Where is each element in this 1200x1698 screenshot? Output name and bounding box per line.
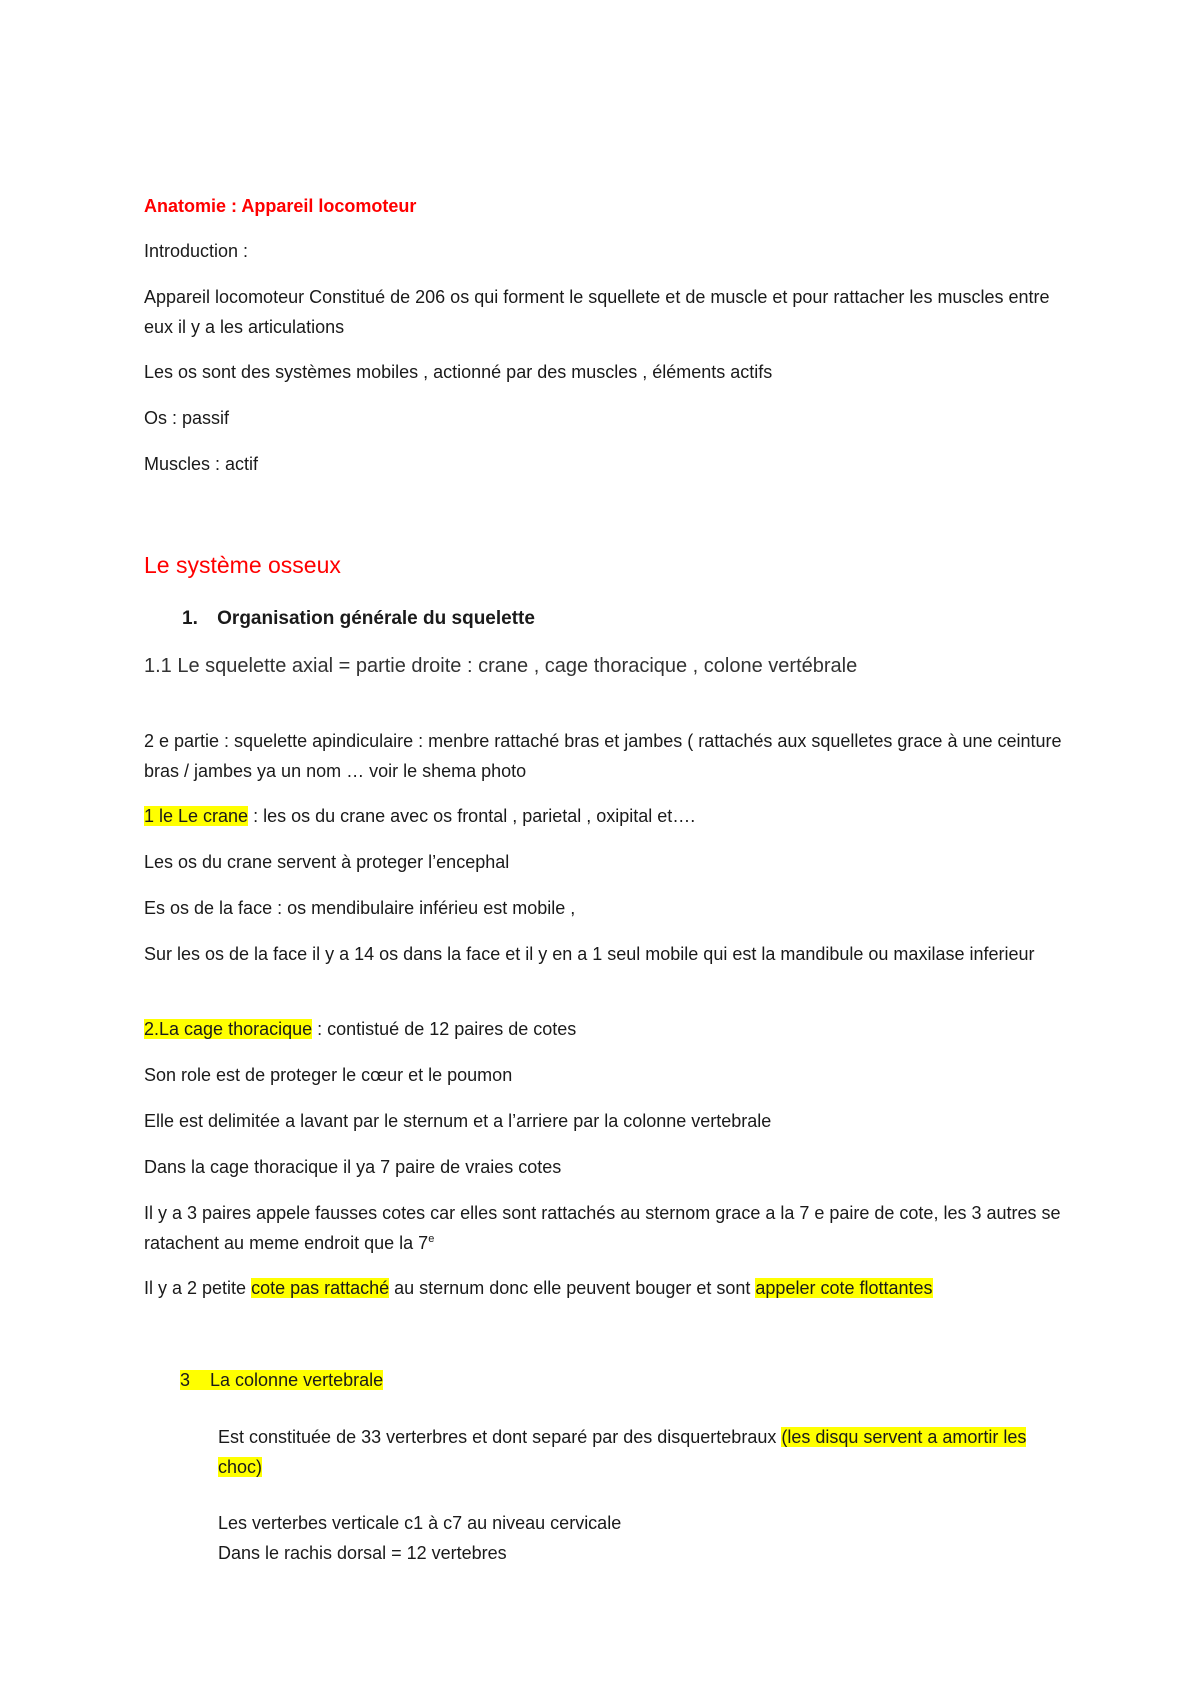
numbered-heading [182, 604, 1102, 634]
cage-line-5-text: Il y a 3 paires appele fausses cotes car elles sont rattachés au sternom grace a la 7 e paire de cote, les 3 autres se ratachent au meme endroit que la 7 [144, 1203, 1061, 1253]
doc-title: Anatomie : Appareil locomoteur [144, 196, 417, 216]
heading-text: Organisation générale du squelette [217, 608, 535, 629]
cage-line-6-b: au sternum donc elle peuvent bouger et sont [389, 1278, 756, 1298]
cage-line-2: Son role est de proteger le cœur et le poumon [144, 1065, 513, 1085]
cage-line-5 [144, 1198, 1064, 1258]
colonne-number: 3 [180, 1370, 210, 1390]
intro-os-passif: Os : passif [144, 408, 230, 428]
colonne-paragraph-1-text: Est constituée de 33 verterbres et dont separé par des disquertebraux [218, 1427, 782, 1447]
section-title: Le système osseux [144, 552, 341, 578]
cage-line-6-highlight-1: cote pas rattaché [251, 1278, 390, 1298]
cage-text: : contistué de 12 paires de cotes [312, 1019, 577, 1039]
appendicular-paragraph: 2 e partie : squelette apindiculaire : menbre rattaché bras et jambes ( rattachés aux squelletes grace à une ceinture bras / jambes ya un nom … voir le shema photo [144, 731, 1062, 781]
colonne-paragraph-1-highlight: (les disqu servent a amortir les choc) [218, 1427, 1027, 1477]
crane-line-2: Les os du crane servent à proteger l’encephal [144, 852, 510, 872]
crane-text: : les os du crane avec os frontal , parietal , oxipital et…. [248, 806, 696, 826]
colonne-heading [180, 1365, 1100, 1395]
colonne-line-3: Dans le rachis dorsal = 12 vertebres [218, 1543, 507, 1563]
cage-highlight: 2.La cage thoracique [144, 1019, 313, 1039]
intro-muscles-actif: Muscles : actif [144, 454, 259, 474]
colonne-title: La colonne vertebrale [210, 1370, 384, 1390]
heading-number: 1. [182, 608, 198, 629]
colonne-paragraph-1 [218, 1422, 1058, 1482]
cage-line-6 [144, 1273, 1064, 1303]
crane-highlight: 1 le Le crane [144, 806, 249, 826]
intro-heading: Introduction : [144, 241, 249, 261]
cage-line [144, 1014, 1064, 1044]
cage-line-6-a: Il y a 2 petite [144, 1278, 252, 1298]
face-line-2: Sur les os de la face il y a 14 os dans la face et il y en a 1 seul mobile qui est la mandibule ou maxilase inferieur [144, 944, 1035, 964]
face-line-1: Es os de la face : os mendibulaire inférieu est mobile , [144, 898, 576, 918]
intro-paragraph-2: Les os sont des systèmes mobiles , actionné par des muscles , éléments actifs [144, 362, 773, 382]
cage-line-4: Dans la cage thoracique il ya 7 paire de vraies cotes [144, 1157, 562, 1177]
crane-line [144, 801, 1064, 831]
superscript: e [428, 1233, 435, 1245]
intro-paragraph-1: Appareil locomoteur Constitué de 206 os qui forment le squellete et de muscle et pour rattacher les muscles entre eux il y a les articulations [144, 287, 1050, 337]
axial-skeleton-line: 1.1 Le squelette axial = partie droite : crane , cage thoracique , colone vertébrale [144, 655, 858, 677]
cage-line-6-highlight-2: appeler cote flottantes [755, 1278, 933, 1298]
cage-line-3: Elle est delimitée a lavant par le sternum et a l’arriere par la colonne vertebrale [144, 1111, 772, 1131]
colonne-line-2: Les verterbes verticale c1 à c7 au niveau cervicale [218, 1513, 622, 1533]
